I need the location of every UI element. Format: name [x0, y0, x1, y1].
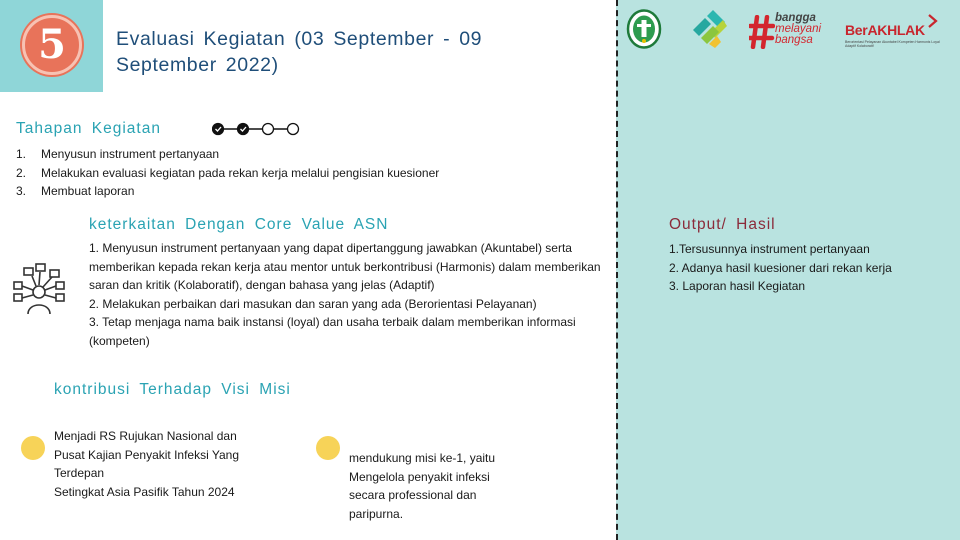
bangga-melayani-bangsa-logo: [749, 12, 829, 50]
slide-number-box: [0, 0, 103, 92]
visi-line: Pusat Kajian Penyakit Infeksi Yang: [54, 447, 240, 462]
chevron-right-icon: [927, 14, 939, 28]
output-list: [669, 240, 949, 296]
output-heading: Output/ Hasil: [669, 216, 776, 233]
list-item-number: 1.: [16, 147, 27, 161]
misi-line: mendukung misi ke-1, yaitu: [349, 451, 496, 465]
core-value-paragraph: 3. Tetap menjaga nama baik instansi (loyal) dan usaha terbaik dalam memberikan informasi (kompeten): [89, 315, 576, 348]
step-pending: [263, 124, 274, 135]
visi-line: Menjadi RS Rujukan Nasional dan: [54, 429, 237, 443]
visi-line: Terdepan: [54, 466, 105, 480]
output-item: 3. Laporan hasil Kegiatan: [669, 279, 806, 293]
berakhlak-logo: [845, 14, 941, 50]
hashtag-icon: [749, 15, 775, 49]
list-item-text: Melakukan evaluasi kegiatan pada rekan kerja melalui pengisian kuesioner: [41, 165, 440, 180]
list-item: [16, 182, 516, 201]
logo-bar: [625, 8, 955, 52]
list-item-number: 3.: [16, 184, 27, 198]
logo-melayani-text: melayani: [775, 23, 822, 35]
berakhlak-subtitle: Berorientasi Pelayanan Akuntabel Kompeten Harmonis Loyal Adaptif Kolaboratif: [845, 40, 940, 48]
step-completed: [213, 124, 224, 135]
people-network-icon: [10, 262, 68, 318]
tahapan-heading: Tahapan Kegiatan: [16, 120, 161, 137]
bullet-dot: [21, 436, 45, 460]
list-item-text: Membuat laporan: [41, 184, 135, 198]
logo-bangga-text: bangga: [775, 12, 816, 24]
visi-line: Setingkat Asia Pasifik Tahun 2024: [54, 484, 235, 499]
slide-number-badge: [22, 15, 82, 75]
core-value-heading: keterkaitan Dengan Core Value ASN: [89, 216, 389, 233]
bullet-dot: [316, 436, 340, 460]
health-ministry-logo: [689, 10, 729, 50]
list-item-number: 2.: [16, 165, 27, 180]
misi-line: paripurna.: [349, 506, 404, 521]
list-item: [16, 145, 516, 164]
misi-line: secara professional dan: [349, 488, 477, 502]
output-item: 1.Tersusunnya instrument pertanyaan: [669, 242, 870, 256]
logo-bangsa-text: bangsa: [775, 34, 813, 46]
kontribusi-heading: kontribusi Terhadap Visi Misi: [54, 381, 291, 398]
tahapan-list: [16, 145, 516, 201]
list-item-text: Menyusun instrument pertanyaan: [41, 147, 220, 161]
misi-line: Mengelola penyakit infeksi: [349, 469, 490, 484]
visi-text: [54, 427, 274, 501]
berakhlak-text: BerAKHLAK: [845, 22, 925, 38]
core-value-text: [89, 239, 617, 350]
misi-text: [349, 449, 529, 523]
step-pending: [288, 124, 299, 135]
stepper-progress: [212, 121, 304, 137]
hospital-seal-logo: [626, 9, 662, 49]
core-value-paragraph: 1. Menyusun instrument pertanyaan yang dapat dipertanggung jawabkan (Akuntabel) serta memberikan kepada rekan kerja atau mentor untuk berkontribusi (Harmonis) dalam memberikan saran dan kritik (Kolaboratif), dengan bahasa yang jelas (Adaptif): [89, 241, 601, 292]
slide-number: 5: [38, 21, 66, 68]
page-title: Evaluasi Kegiatan (03 September - 09 September 2022): [116, 28, 483, 76]
step-completed: [238, 124, 249, 135]
output-item: 2. Adanya hasil kuesioner dari rekan kerja: [669, 260, 892, 275]
core-value-paragraph: 2. Melakukan perbaikan dari masukan dan saran yang ada (Berorientasi Pelayanan): [89, 296, 537, 311]
list-item: [16, 164, 516, 183]
